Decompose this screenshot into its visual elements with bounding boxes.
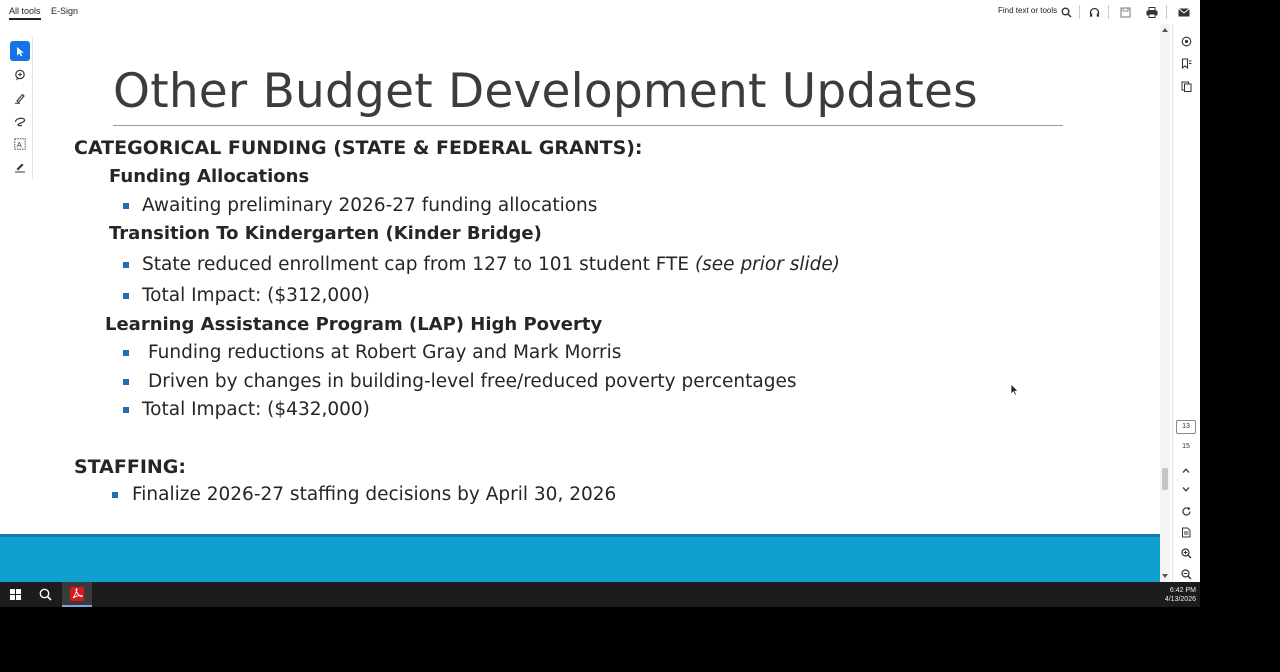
clock-time: 6:42 PM (1169, 587, 1196, 594)
bullet-item: Funding reductions at Robert Gray and Mark Morris (148, 342, 622, 363)
bullet-marker (123, 350, 129, 356)
zoom-out-icon[interactable] (1179, 567, 1193, 581)
select-icon[interactable] (10, 41, 30, 61)
highlight-pen-icon[interactable] (10, 88, 30, 108)
windows-taskbar (0, 582, 1200, 607)
acrobat-icon[interactable] (62, 582, 92, 607)
chevron-up-icon[interactable] (1179, 463, 1193, 477)
toolbar-divider (1108, 5, 1109, 19)
toolbar-divider (1166, 5, 1167, 19)
sign-icon[interactable] (10, 157, 30, 177)
export-pdf-icon[interactable] (1179, 34, 1193, 48)
slide-footer-band (0, 534, 1160, 582)
bullet-marker (112, 492, 118, 498)
svg-text:A: A (16, 140, 22, 149)
print-icon[interactable] (1145, 5, 1159, 19)
tab-all-tools[interactable]: All tools (9, 6, 41, 16)
bullet-item: Driven by changes in building-level free/reduced poverty percentages (148, 371, 797, 392)
find-text-or-tools[interactable]: Find text or tools (998, 6, 1058, 15)
vertical-scrollbar[interactable] (1160, 24, 1170, 582)
tab-e-sign[interactable]: E-Sign (51, 6, 79, 16)
subheading-lap-high-poverty: Learning Assistance Program (LAP) High Poverty (105, 314, 603, 335)
bookmark-icon[interactable] (1179, 56, 1193, 70)
page-icon[interactable] (1179, 525, 1193, 539)
title-divider (113, 125, 1063, 126)
system-clock[interactable] (1165, 586, 1196, 604)
scrollbar-thumb[interactable] (1162, 468, 1168, 490)
chevron-down-icon[interactable] (1179, 482, 1193, 496)
windows-start-icon[interactable] (0, 582, 30, 607)
mouse-cursor-icon (1010, 383, 1019, 396)
page-number-current[interactable]: 13 (1176, 420, 1196, 434)
section-staffing: STAFFING: (74, 456, 186, 478)
bullet-text: State reduced enrollment cap from 127 to 101 student FTE (142, 254, 695, 275)
bullet-note: (see prior slide) (694, 254, 840, 275)
bullet-marker (123, 262, 129, 268)
search-icon[interactable] (1059, 5, 1073, 19)
draw-icon[interactable] (10, 111, 30, 131)
toolbar-divider (1079, 5, 1080, 19)
bullet-item: Total Impact: ($312,000) (142, 285, 370, 306)
search-icon[interactable] (30, 582, 60, 607)
left-quick-tools (7, 37, 33, 179)
refresh-icon[interactable] (1179, 504, 1193, 518)
bullet-marker (123, 203, 129, 209)
mail-icon[interactable] (1177, 5, 1191, 19)
subheading-funding-allocations: Funding Allocations (109, 166, 310, 187)
bullet-item: Finalize 2026-27 staffing decisions by April 30, 2026 (132, 484, 617, 505)
text-select-icon[interactable] (10, 134, 30, 154)
bullet-item: Awaiting preliminary 2026-27 funding allocations (142, 195, 598, 216)
page-number-total: 15 (1182, 443, 1190, 450)
headphones-icon[interactable] (1087, 5, 1101, 19)
bullet-marker (123, 379, 129, 385)
bullet-item: Total Impact: ($432,000) (142, 399, 370, 420)
bullet-marker (123, 293, 129, 299)
pdf-page-slide (0, 24, 1160, 582)
bullet-marker (123, 407, 129, 413)
scroll-down-arrow-icon[interactable] (1162, 574, 1168, 578)
section-categorical-funding: CATEGORICAL FUNDING (STATE & FEDERAL GRANTS): (74, 137, 643, 159)
slide-title: Other Budget Development Updates (113, 64, 978, 119)
pages-icon[interactable] (1179, 79, 1193, 93)
right-side-panel (1172, 24, 1200, 582)
clock-date: 4/13/2026 (1164, 596, 1196, 603)
zoom-in-icon[interactable] (1179, 546, 1193, 560)
save-icon[interactable] (1118, 5, 1132, 19)
scroll-up-arrow-icon[interactable] (1162, 28, 1168, 32)
comment-icon[interactable] (10, 65, 30, 85)
top-toolbar (0, 0, 1200, 24)
subheading-transition-to-kindergarten: Transition To Kindergarten (Kinder Bridge) (109, 223, 542, 244)
bullet-item (142, 254, 840, 275)
